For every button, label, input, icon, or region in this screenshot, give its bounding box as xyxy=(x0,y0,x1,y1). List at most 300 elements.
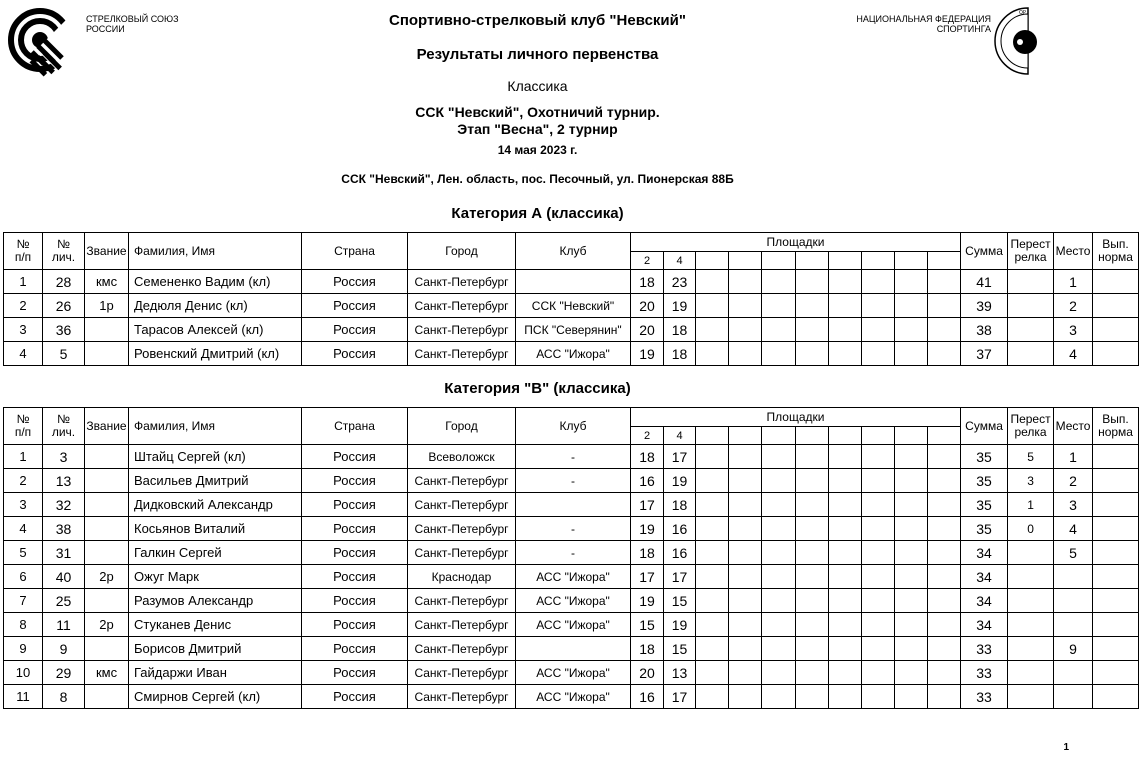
cell-score-range-4: 18 xyxy=(664,318,696,342)
cell-sum: 35 xyxy=(961,517,1008,541)
cell-norm xyxy=(1093,469,1139,493)
range-number-empty xyxy=(829,427,862,445)
cell-license: 36 xyxy=(43,318,85,342)
range-number-empty xyxy=(696,252,729,270)
cell-club: АСС "Ижора" xyxy=(516,613,631,637)
cell-score-empty xyxy=(928,342,961,366)
org-right-line: НАЦИОНАЛЬНАЯ ФЕДЕРАЦИЯ xyxy=(856,14,991,24)
col-header-lic-line: № xyxy=(57,237,70,251)
col-header-norm-line: Вып. xyxy=(1102,237,1129,251)
cell-score-empty xyxy=(895,469,928,493)
cell-score-range-4: 16 xyxy=(664,517,696,541)
range-number-empty xyxy=(762,252,796,270)
category-b-title: Категория "В" (классика) xyxy=(444,380,631,397)
range-number-empty xyxy=(862,252,895,270)
org-left-line: РОССИИ xyxy=(86,24,125,34)
cell-score-range-4: 19 xyxy=(664,469,696,493)
col-header-num-line: п/п xyxy=(14,425,32,439)
cell-score-empty xyxy=(862,589,895,613)
cell-score-empty xyxy=(928,637,961,661)
event-date: 14 мая 2023 г. xyxy=(497,143,578,157)
cell-score-range-4: 16 xyxy=(664,541,696,565)
cell-score-empty xyxy=(762,493,796,517)
cell-score-empty xyxy=(796,661,829,685)
cell-score-range-2: 20 xyxy=(631,294,664,318)
cell-score-empty xyxy=(829,565,862,589)
org-left-line: СТРЕЛКОВЫЙ СОЮЗ xyxy=(86,14,179,24)
range-number-empty xyxy=(796,427,829,445)
cell-score-empty xyxy=(729,493,762,517)
cell-shootoff xyxy=(1008,685,1054,709)
cell-place xyxy=(1054,565,1093,589)
cell-club: АСС "Ижора" xyxy=(516,342,631,366)
cell-license: 28 xyxy=(43,270,85,294)
col-header-shootoff-line: релка xyxy=(1014,425,1047,439)
category-a-title: Категория А (классика) xyxy=(451,205,624,222)
cell-city: Санкт-Петербург xyxy=(408,342,516,366)
col-header-num xyxy=(4,233,43,270)
col-header-country: Страна xyxy=(302,233,408,270)
table-row xyxy=(4,613,1139,637)
cell-name: Галкин Сергей xyxy=(129,541,302,565)
cell-score-empty xyxy=(829,589,862,613)
cell-license: 11 xyxy=(43,613,85,637)
cell-score-empty xyxy=(729,318,762,342)
cell-score-range-4: 18 xyxy=(664,493,696,517)
range-number-empty xyxy=(862,427,895,445)
cell-place: 2 xyxy=(1054,294,1093,318)
cell-score-range-4: 19 xyxy=(664,613,696,637)
cell-city: Всеволожск xyxy=(408,445,516,469)
cell-score-range-4: 23 xyxy=(664,270,696,294)
cell-shootoff xyxy=(1008,270,1054,294)
cell-rank: 2р xyxy=(85,613,129,637)
cell-score-empty xyxy=(862,541,895,565)
cell-norm xyxy=(1093,517,1139,541)
cell-score-empty xyxy=(895,517,928,541)
cell-score-empty xyxy=(829,685,862,709)
cell-score-empty xyxy=(762,589,796,613)
cell-score-empty xyxy=(862,294,895,318)
cell-score-empty xyxy=(862,613,895,637)
cell-license: 5 xyxy=(43,342,85,366)
col-header-shootoff-line: релка xyxy=(1014,250,1047,264)
cell-country: Россия xyxy=(302,469,408,493)
cell-score-range-2: 19 xyxy=(631,342,664,366)
cell-score-empty xyxy=(762,342,796,366)
cell-norm xyxy=(1093,445,1139,469)
cell-rank: 2р xyxy=(85,565,129,589)
cell-score-empty xyxy=(862,270,895,294)
cell-license: 8 xyxy=(43,685,85,709)
cell-rank xyxy=(85,318,129,342)
cell-num: 8 xyxy=(4,613,43,637)
cell-city: Санкт-Петербург xyxy=(408,541,516,565)
cell-score-empty xyxy=(696,613,729,637)
results-table xyxy=(3,407,1139,709)
cell-num: 9 xyxy=(4,637,43,661)
table-row xyxy=(4,318,1139,342)
cell-score-empty xyxy=(696,270,729,294)
cell-shootoff: 5 xyxy=(1008,445,1054,469)
range-number-empty xyxy=(928,427,961,445)
cell-num: 11 xyxy=(4,685,43,709)
col-header-norm-line: норма xyxy=(1098,425,1133,439)
cell-score-empty xyxy=(729,445,762,469)
range-number-4: 4 xyxy=(664,252,696,270)
event-title-line1: ССК "Невский", Охотничий турнир. xyxy=(415,104,660,120)
cell-shootoff xyxy=(1008,661,1054,685)
col-header-place: Место xyxy=(1054,233,1093,270)
cell-license: 25 xyxy=(43,589,85,613)
cell-shootoff xyxy=(1008,541,1054,565)
cell-num: 3 xyxy=(4,318,43,342)
cell-place: 2 xyxy=(1054,469,1093,493)
cell-score-empty xyxy=(862,565,895,589)
cell-country: Россия xyxy=(302,541,408,565)
cell-club: ПСК "Северянин" xyxy=(516,318,631,342)
cell-score-empty xyxy=(696,685,729,709)
cell-score-empty xyxy=(928,318,961,342)
cell-name: Ожуг Марк xyxy=(129,565,302,589)
cell-score-empty xyxy=(895,294,928,318)
cell-score-empty xyxy=(762,294,796,318)
cell-score-range-2: 20 xyxy=(631,661,664,685)
cell-score-empty xyxy=(928,541,961,565)
cell-score-empty xyxy=(696,342,729,366)
cell-score-empty xyxy=(729,613,762,637)
col-header-country: Страна xyxy=(302,408,408,445)
table-row xyxy=(4,541,1139,565)
cell-score-empty xyxy=(729,270,762,294)
cell-score-empty xyxy=(696,541,729,565)
cell-score-range-4: 18 xyxy=(664,342,696,366)
cell-norm xyxy=(1093,589,1139,613)
cell-country: Россия xyxy=(302,613,408,637)
cell-shootoff xyxy=(1008,342,1054,366)
cell-rank xyxy=(85,469,129,493)
cell-city: Санкт-Петербург xyxy=(408,589,516,613)
cell-shootoff xyxy=(1008,637,1054,661)
cell-score-empty xyxy=(829,517,862,541)
col-header-norm-line: Вып. xyxy=(1102,412,1129,426)
cell-city: Санкт-Петербург xyxy=(408,661,516,685)
cell-score-empty xyxy=(729,589,762,613)
cell-score-range-2: 16 xyxy=(631,685,664,709)
cell-license: 3 xyxy=(43,445,85,469)
table-row xyxy=(4,294,1139,318)
range-number-empty xyxy=(696,427,729,445)
cell-place: 1 xyxy=(1054,445,1093,469)
cell-name: Тарасов Алексей (кл) xyxy=(129,318,302,342)
cell-name: Васильев Дмитрий xyxy=(129,469,302,493)
cell-score-empty xyxy=(762,541,796,565)
cell-score-empty xyxy=(696,318,729,342)
cell-score-empty xyxy=(762,685,796,709)
cell-shootoff: 3 xyxy=(1008,469,1054,493)
cell-score-empty xyxy=(829,661,862,685)
cell-name: Дедюля Денис (кл) xyxy=(129,294,302,318)
col-header-rank: Звание xyxy=(85,408,129,445)
col-header-shootoff xyxy=(1008,233,1054,270)
cell-name: Дидковский Александр xyxy=(129,493,302,517)
cell-norm xyxy=(1093,541,1139,565)
cell-norm xyxy=(1093,685,1139,709)
col-header-rank: Звание xyxy=(85,233,129,270)
cell-shootoff xyxy=(1008,613,1054,637)
cell-score-range-2: 18 xyxy=(631,637,664,661)
cell-country: Россия xyxy=(302,445,408,469)
table-row xyxy=(4,342,1139,366)
cell-score-range-2: 17 xyxy=(631,565,664,589)
cell-score-empty xyxy=(762,517,796,541)
cell-score-empty xyxy=(862,661,895,685)
cell-country: Россия xyxy=(302,685,408,709)
cell-place: 1 xyxy=(1054,270,1093,294)
cell-club xyxy=(516,637,631,661)
cell-rank xyxy=(85,445,129,469)
col-header-lic-line: № xyxy=(57,412,70,426)
table-header-row xyxy=(4,233,1139,252)
cell-club: - xyxy=(516,541,631,565)
cell-license: 13 xyxy=(43,469,85,493)
cell-num: 4 xyxy=(4,342,43,366)
cell-shootoff xyxy=(1008,589,1054,613)
cell-num: 6 xyxy=(4,565,43,589)
event-title-line2: Этап "Весна", 2 турнир xyxy=(457,121,618,137)
cell-score-empty xyxy=(928,613,961,637)
table-header-row xyxy=(4,408,1139,427)
cell-sum: 34 xyxy=(961,541,1008,565)
cell-license: 32 xyxy=(43,493,85,517)
col-header-shootoff xyxy=(1008,408,1054,445)
cell-score-range-4: 17 xyxy=(664,445,696,469)
cell-score-empty xyxy=(895,685,928,709)
cell-score-empty xyxy=(696,294,729,318)
table-row xyxy=(4,469,1139,493)
cell-club xyxy=(516,270,631,294)
col-header-norm-line: норма xyxy=(1098,250,1133,264)
org-right-line: СПОРТИНГА xyxy=(936,24,991,34)
cell-score-empty xyxy=(762,270,796,294)
cell-score-empty xyxy=(696,637,729,661)
range-number-empty xyxy=(729,427,762,445)
cell-num: 3 xyxy=(4,493,43,517)
cell-score-empty xyxy=(829,342,862,366)
cell-score-empty xyxy=(862,445,895,469)
cell-score-empty xyxy=(829,613,862,637)
cell-place: 9 xyxy=(1054,637,1093,661)
cell-score-empty xyxy=(928,493,961,517)
cell-name: Косьянов Виталий xyxy=(129,517,302,541)
cell-num: 7 xyxy=(4,589,43,613)
cell-score-range-2: 20 xyxy=(631,318,664,342)
results-table xyxy=(3,232,1139,366)
cell-score-empty xyxy=(829,445,862,469)
cell-norm xyxy=(1093,270,1139,294)
cell-score-range-2: 15 xyxy=(631,613,664,637)
cell-score-empty xyxy=(928,445,961,469)
cell-score-empty xyxy=(862,342,895,366)
cell-sum: 35 xyxy=(961,445,1008,469)
discipline-label: Классика xyxy=(507,78,568,94)
cell-score-empty xyxy=(895,589,928,613)
results-title: Результаты личного первенства xyxy=(416,46,659,63)
cell-score-empty xyxy=(895,637,928,661)
cell-norm xyxy=(1093,342,1139,366)
cell-club: АСС "Ижора" xyxy=(516,685,631,709)
cell-place xyxy=(1054,685,1093,709)
cell-country: Россия xyxy=(302,637,408,661)
cell-score-empty xyxy=(729,565,762,589)
table-row xyxy=(4,493,1139,517)
cell-score-range-2: 18 xyxy=(631,541,664,565)
cell-score-range-4: 15 xyxy=(664,637,696,661)
cell-score-empty xyxy=(696,589,729,613)
cell-city: Санкт-Петербург xyxy=(408,294,516,318)
col-header-lic-line: лич. xyxy=(51,425,76,439)
cell-city: Санкт-Петербург xyxy=(408,637,516,661)
col-header-lic-line: лич. xyxy=(51,250,76,264)
cell-score-empty xyxy=(729,469,762,493)
table-row xyxy=(4,661,1139,685)
cell-sum: 35 xyxy=(961,493,1008,517)
cell-num: 1 xyxy=(4,270,43,294)
cell-sum: 34 xyxy=(961,589,1008,613)
col-header-club: Клуб xyxy=(516,233,631,270)
cell-score-empty xyxy=(928,685,961,709)
range-number-empty xyxy=(928,252,961,270)
cell-score-empty xyxy=(895,541,928,565)
cell-rank xyxy=(85,685,129,709)
cell-score-empty xyxy=(729,661,762,685)
cell-place: 4 xyxy=(1054,342,1093,366)
cell-score-empty xyxy=(696,493,729,517)
cell-country: Россия xyxy=(302,342,408,366)
cell-city: Санкт-Петербург xyxy=(408,318,516,342)
cell-score-empty xyxy=(829,294,862,318)
cell-score-empty xyxy=(862,318,895,342)
cell-rank xyxy=(85,541,129,565)
cell-sum: 41 xyxy=(961,270,1008,294)
cell-sum: 38 xyxy=(961,318,1008,342)
col-header-num xyxy=(4,408,43,445)
col-header-num-line: № xyxy=(16,412,30,426)
cell-city: Санкт-Петербург xyxy=(408,493,516,517)
cell-score-empty xyxy=(862,517,895,541)
cell-score-range-4: 15 xyxy=(664,589,696,613)
cell-score-range-4: 17 xyxy=(664,685,696,709)
cell-club: ССК "Невский" xyxy=(516,294,631,318)
cell-score-empty xyxy=(829,469,862,493)
cell-num: 10 xyxy=(4,661,43,685)
cell-score-empty xyxy=(796,294,829,318)
cell-country: Россия xyxy=(302,318,408,342)
cell-score-empty xyxy=(762,445,796,469)
cell-score-empty xyxy=(696,661,729,685)
cell-score-empty xyxy=(796,445,829,469)
cell-score-empty xyxy=(928,270,961,294)
cell-score-empty xyxy=(829,493,862,517)
range-number-2: 2 xyxy=(631,427,664,445)
col-header-name: Фамилия, Имя xyxy=(129,233,302,270)
col-header-num-line: № xyxy=(16,237,30,251)
cell-score-empty xyxy=(729,517,762,541)
cell-club: АСС "Ижора" xyxy=(516,589,631,613)
cell-city: Санкт-Петербург xyxy=(408,517,516,541)
col-header-norm xyxy=(1093,408,1139,445)
cell-name: Штайц Сергей (кл) xyxy=(129,445,302,469)
cell-country: Россия xyxy=(302,661,408,685)
cell-country: Россия xyxy=(302,589,408,613)
cell-score-empty xyxy=(895,270,928,294)
cell-place: 3 xyxy=(1054,318,1093,342)
range-number-empty xyxy=(796,252,829,270)
cell-club: - xyxy=(516,517,631,541)
cell-score-empty xyxy=(928,661,961,685)
cell-score-empty xyxy=(829,637,862,661)
cell-sum: 39 xyxy=(961,294,1008,318)
cell-country: Россия xyxy=(302,270,408,294)
cell-score-empty xyxy=(762,613,796,637)
cell-norm xyxy=(1093,613,1139,637)
cell-shootoff xyxy=(1008,318,1054,342)
cell-shootoff: 0 xyxy=(1008,517,1054,541)
cell-license: 40 xyxy=(43,565,85,589)
cell-score-empty xyxy=(696,517,729,541)
cell-score-empty xyxy=(796,613,829,637)
cell-score-empty xyxy=(729,342,762,366)
col-header-sum: Сумма xyxy=(961,408,1008,445)
event-venue: ССК "Невский", Лен. область, пос. Песочный, ул. Пионерская 88Б xyxy=(341,172,734,186)
col-header-lic xyxy=(43,408,85,445)
cell-norm xyxy=(1093,661,1139,685)
cell-name: Гайдаржи Иван xyxy=(129,661,302,685)
cell-score-empty xyxy=(796,342,829,366)
cell-score-empty xyxy=(796,589,829,613)
col-header-shootoff-line: Перест xyxy=(1010,237,1051,251)
cell-score-empty xyxy=(762,661,796,685)
cell-place xyxy=(1054,589,1093,613)
cell-score-empty xyxy=(762,318,796,342)
cell-score-empty xyxy=(862,685,895,709)
cell-score-empty xyxy=(729,541,762,565)
cell-rank xyxy=(85,517,129,541)
cell-country: Россия xyxy=(302,294,408,318)
cell-score-empty xyxy=(862,469,895,493)
cell-score-range-2: 18 xyxy=(631,445,664,469)
cell-score-empty xyxy=(796,493,829,517)
cell-score-empty xyxy=(796,685,829,709)
cell-country: Россия xyxy=(302,493,408,517)
cell-shootoff: 1 xyxy=(1008,493,1054,517)
cell-city: Санкт-Петербург xyxy=(408,469,516,493)
col-header-ranges: Площадки xyxy=(631,233,961,252)
cell-rank xyxy=(85,637,129,661)
cell-score-range-4: 17 xyxy=(664,565,696,589)
cell-score-empty xyxy=(895,342,928,366)
cell-place: 4 xyxy=(1054,517,1093,541)
col-header-club: Клуб xyxy=(516,408,631,445)
cell-score-empty xyxy=(729,685,762,709)
cell-place: 3 xyxy=(1054,493,1093,517)
cell-score-empty xyxy=(796,565,829,589)
cell-license: 26 xyxy=(43,294,85,318)
range-number-2: 2 xyxy=(631,252,664,270)
cell-rank xyxy=(85,589,129,613)
cell-score-empty xyxy=(729,637,762,661)
cell-sum: 37 xyxy=(961,342,1008,366)
